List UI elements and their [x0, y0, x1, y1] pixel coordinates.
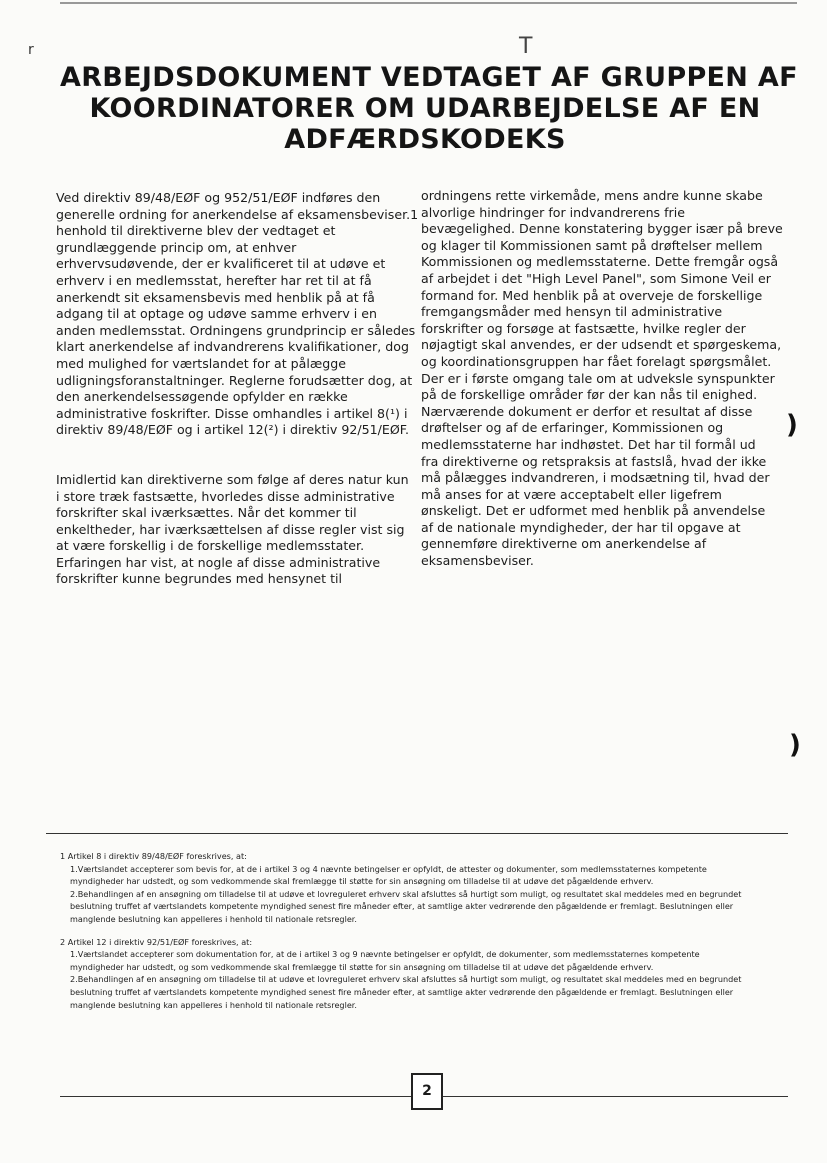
title-line: ARBEJDSDOKUMENT VEDTAGET AF GRUPPEN AF	[60, 62, 798, 93]
text-line: fremgangsmåder med hensyn til administrative	[421, 304, 723, 320]
footnote-line: manglende beslutning kan appelleres i henhold til nationale retsregler.	[70, 913, 357, 924]
text-line: Nærværende dokument er derfor et resultat af disse	[421, 403, 753, 419]
text-line: med mulighed for værtslandet for at pålægge	[56, 355, 346, 371]
text-line: nøjagtigt skal anvendes, er der udsendt et spørgeskema,	[421, 337, 782, 353]
text-line: ønskeligt. Det er udformet med henblik på anvendelse	[421, 503, 766, 519]
footnote-line: 1.Værtslandet accepterer som dokumentation for, at de i artikel 3 og 9 nævnte betingelser er opfyldt, de dokumenter, som medlemsstaternes kompetente	[70, 949, 700, 960]
text-line: erhvervsudøvende, der er kvalificeret til at udøve et	[56, 256, 386, 272]
text-line: må pålægges indvandreren, i modsætning til, hvad der	[421, 470, 770, 486]
text-line: klart anerkendelse af indvandrerens kvalifikationer, dog	[56, 339, 409, 355]
footnote-line: 2 Artikel 12 i direktiv 92/51/EØF foreskrives, at:	[60, 936, 253, 947]
footnote-rule	[46, 833, 788, 834]
footnote-line: myndigheder har udstedt, og som vedkommende skal fremlægge til støtte for sin ansøgning om tilladelse til at udøve det pågældende erhverv.	[70, 961, 654, 972]
page-number: 2	[411, 1073, 443, 1110]
footnote-line: beslutning truffet af værtslandets kompetente myndighed senest fire måneder efter, at samtlige akter vedrørende den pågældende er fremlagt. Beslutningen eller	[70, 986, 734, 997]
text-line: anden medlemsstat. Ordningens grundprincip er således	[56, 322, 416, 338]
footnote-line: manglende beslutning kan appelleres i henhold til nationale retsregler.	[70, 999, 357, 1010]
text-line: erhverv i en medlemsstat, herefter har ret til at få	[56, 272, 372, 288]
text-line: Der er i første omgang tale om at udveksle synspunkter	[421, 370, 775, 386]
text-line: fra direktiverne og retspraksis at fastslå, hvad der ikke	[421, 453, 767, 469]
text-line: den anerkendelsessøgende opfylder en række	[56, 389, 348, 405]
text-line: må anses for at være acceptabelt eller ligefrem	[421, 486, 722, 502]
text-line: Ved direktiv 89/48/EØF og 952/51/EØF indføres den	[56, 190, 381, 205]
footnote-line: 1.Værtslandet accepterer som bevis for, at de i artikel 3 og 4 nævnte betingelser er opfyldt, de attester og dokumenter, som medlemsstaternes kompetente	[70, 863, 707, 874]
text-line: generelle ordning for anerkendelse af eksamensbeviser.1	[56, 206, 419, 222]
footnote-1	[60, 850, 790, 926]
text-line: forskrifter kunne begrundes med hensynet til	[56, 571, 343, 587]
footnote-line: beslutning truffet af værtslandets kompetente myndighed senest fire måneder efter, at samtlige akter vedrørende den pågældende er fremlagt. Beslutningen eller	[70, 901, 734, 912]
footnote-2	[60, 936, 790, 1012]
page-title	[60, 62, 798, 155]
text-line: udligningsforanstaltninger. Reglerne forudsætter dog, at	[56, 372, 413, 388]
text-line: anerkendt sit eksamensbevis med henblik på at få	[56, 289, 375, 305]
right-column	[421, 188, 801, 570]
text-line: henhold til direktiverne blev der vedtaget et	[56, 223, 336, 239]
corner-mark: r	[28, 42, 34, 58]
text-line: formand for. Med henblik på at overveje de forskellige	[421, 287, 763, 303]
footnote-line: myndigheder har udstedt, og som vedkommende skal fremlægge til støtte for sin ansøgning om tilladelse til at udøve det pågældende erhverv.	[70, 876, 654, 887]
text-line: Erfaringen har vist, at nogle af disse administrative	[56, 554, 381, 570]
text-line: eksamensbeviser.	[421, 553, 534, 569]
text-line: af de nationale myndigheder, der har til opgave at	[421, 519, 741, 535]
title-line: ADFÆRDSKODEKS	[284, 124, 566, 155]
top-mark: T	[519, 34, 533, 59]
text-line: på de forskellige områder før der kan nås til enighed.	[421, 387, 758, 403]
text-line: administrative foskrifter. Disse omhandles i artikel 8(¹) i	[56, 405, 408, 421]
top-edge-rule	[60, 2, 797, 4]
margin-bracket: )	[786, 410, 798, 440]
text-line: forskrifter og forsøge at fastsætte, hvilke regler der	[421, 320, 746, 336]
text-line: ordningens rette virkemåde, mens andre kunne skabe	[421, 188, 763, 203]
text-line: bevægelighed. Denne konstatering bygger især på breve	[421, 221, 783, 237]
text-line: af arbejdet i det "High Level Panel", som Simone Veil er	[421, 270, 771, 286]
footnotes	[60, 850, 790, 1011]
text-line: adgang til at optage og udøve samme erhverv i en	[56, 306, 378, 322]
left-column	[56, 190, 419, 588]
text-line: at være forskellig i de forskellige medlemsstater.	[56, 538, 365, 554]
text-line: grundlæggende princip om, at enhver	[56, 239, 297, 255]
footnote-line: 2.Behandlingen af en ansøgning om tilladelse til at udøve et lovreguleret erhverv skal afsluttes så hurtigt som muligt, og resultatet skal meddeles med en begrundet	[70, 888, 742, 899]
text-line: forskrifter skal iværksættes. Når det kommer til	[56, 505, 357, 521]
text-line: og koordinationsgruppen har fået forelagt spørgsmålet.	[421, 353, 772, 369]
paragraph-2	[56, 471, 409, 588]
text-line: gennemføre direktiverne om anerkendelse af	[421, 536, 707, 552]
paragraph-1	[56, 190, 419, 439]
text-line: drøftelser og af de erfaringer, Kommissionen og	[421, 420, 724, 436]
text-line: medlemsstaterne har indhøstet. Det har til formål ud	[421, 436, 756, 452]
text-line: enkeltheder, har iværksættelsen af disse regler vist sig	[56, 521, 405, 537]
text-line: alvorlige hindringer for indvandrerens frie	[421, 204, 685, 220]
text-line: i store træk fastsætte, hvorledes disse administrative	[56, 488, 395, 504]
text-line: og klager til Kommissionen samt på drøftelser mellem	[421, 237, 763, 253]
text-line: Kommissionen og medlemsstaterne. Dette fremgår også	[421, 254, 779, 270]
title-line: KOORDINATORER OM UDARBEJDELSE AF EN	[89, 93, 761, 124]
footnote-line: 1 Artikel 8 i direktiv 89/48/EØF foreskrives, at:	[60, 851, 247, 861]
margin-bracket: )	[789, 730, 801, 760]
text-line: Imidlertid kan direktiverne som følge af deres natur kun	[56, 471, 409, 487]
footnote-line: 2.Behandlingen af en ansøgning om tilladelse til at udøve et lovreguleret erhverv skal afsluttes så hurtigt som muligt, og resultatet skal meddeles med en begrundet	[70, 974, 742, 985]
text-line: direktiv 89/48/EØF og i artikel 12(²) i direktiv 92/51/EØF.	[56, 422, 409, 438]
